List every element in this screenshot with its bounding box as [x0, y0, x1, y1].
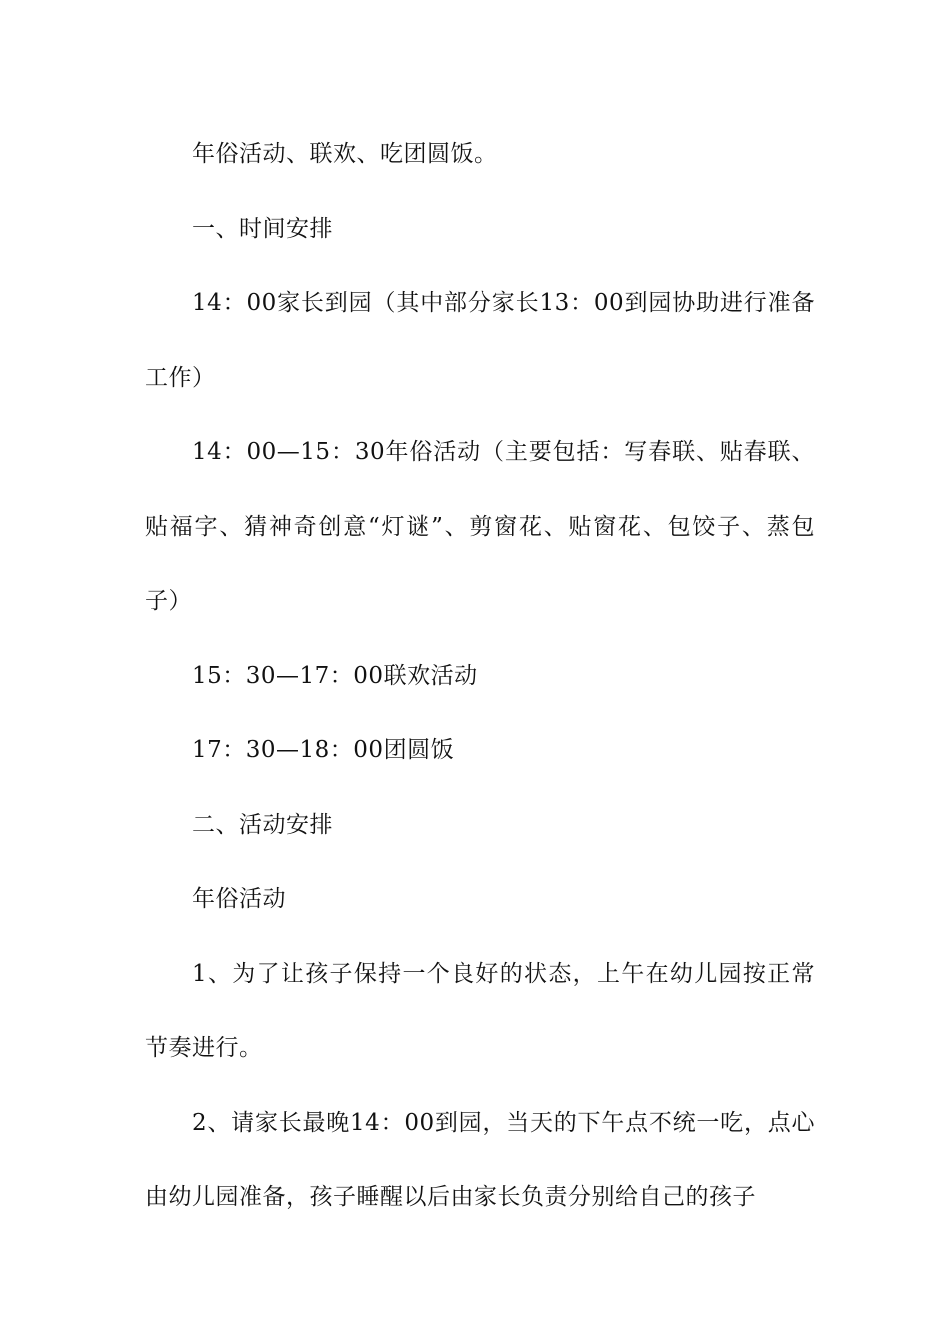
document-body: [145, 117, 815, 1235]
paragraph-summary: 年俗活动、联欢、吃团圆饭。: [192, 141, 498, 167]
paragraph-party: 15：30—17：00联欢活动: [192, 662, 478, 689]
paragraph-reunion-dinner: 17：30—18：00团圆饭: [192, 737, 455, 763]
paragraph-arrival: 14：00家长到园（其中部分家长13：00到园协助进行准备工作）: [145, 290, 815, 391]
list-item-1: 1、为了让孩子保持一个良好的状态，上午在幼儿园按正常节奏进行。: [145, 960, 815, 1061]
list-item-2: 2、请家长最晚14：00到园，当天的下午点不统一吃，点心由幼儿园准备，孩子睡醒以后由家长负责分别给自己的孩子: [145, 1109, 815, 1210]
paragraph-folk-activities: 14：00—15：30年俗活动（主要包括：写春联、贴春联、贴福字、猜神奇创意“灯谜”、剪窗花、贴窗花、包饺子、蒸包子）: [145, 439, 815, 614]
heading-schedule: 一、时间安排: [192, 215, 333, 242]
heading-activity-arrangement: 二、活动安排: [192, 811, 333, 838]
subheading-folk-activities: 年俗活动: [192, 886, 286, 912]
